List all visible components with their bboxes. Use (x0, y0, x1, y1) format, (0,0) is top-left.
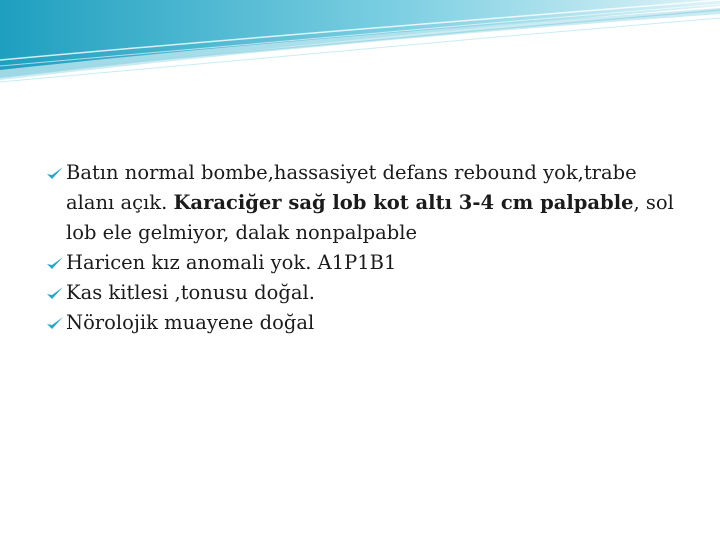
bullet-item (40, 248, 680, 278)
bullet-text: Batın normal bombe,hassasiyet defans rebound yok,trabe alanı açık. (66, 161, 637, 214)
bullet-item (40, 278, 680, 308)
bullet-item (40, 308, 680, 338)
checkmark-icon (46, 165, 64, 181)
bullet-text: Nörolojik muayene doğal (66, 311, 315, 334)
bullet-text: Haricen kız anomali yok. A1P1B1 (66, 251, 397, 274)
bullet-list (40, 158, 680, 338)
bullet-text: Kas kitlesi ,tonusu doğal. (66, 281, 315, 304)
bullet-text: , sol lob ele gelmiyor, dalak nonpalpable (66, 191, 674, 244)
bullet-item (40, 158, 680, 248)
checkmark-icon (46, 315, 64, 331)
checkmark-icon (46, 255, 64, 271)
checkmark-icon (46, 285, 64, 301)
bold-text: Karaciğer sağ lob kot altı 3-4 cm palpable (173, 191, 634, 214)
header-wave-decoration (0, 0, 720, 90)
